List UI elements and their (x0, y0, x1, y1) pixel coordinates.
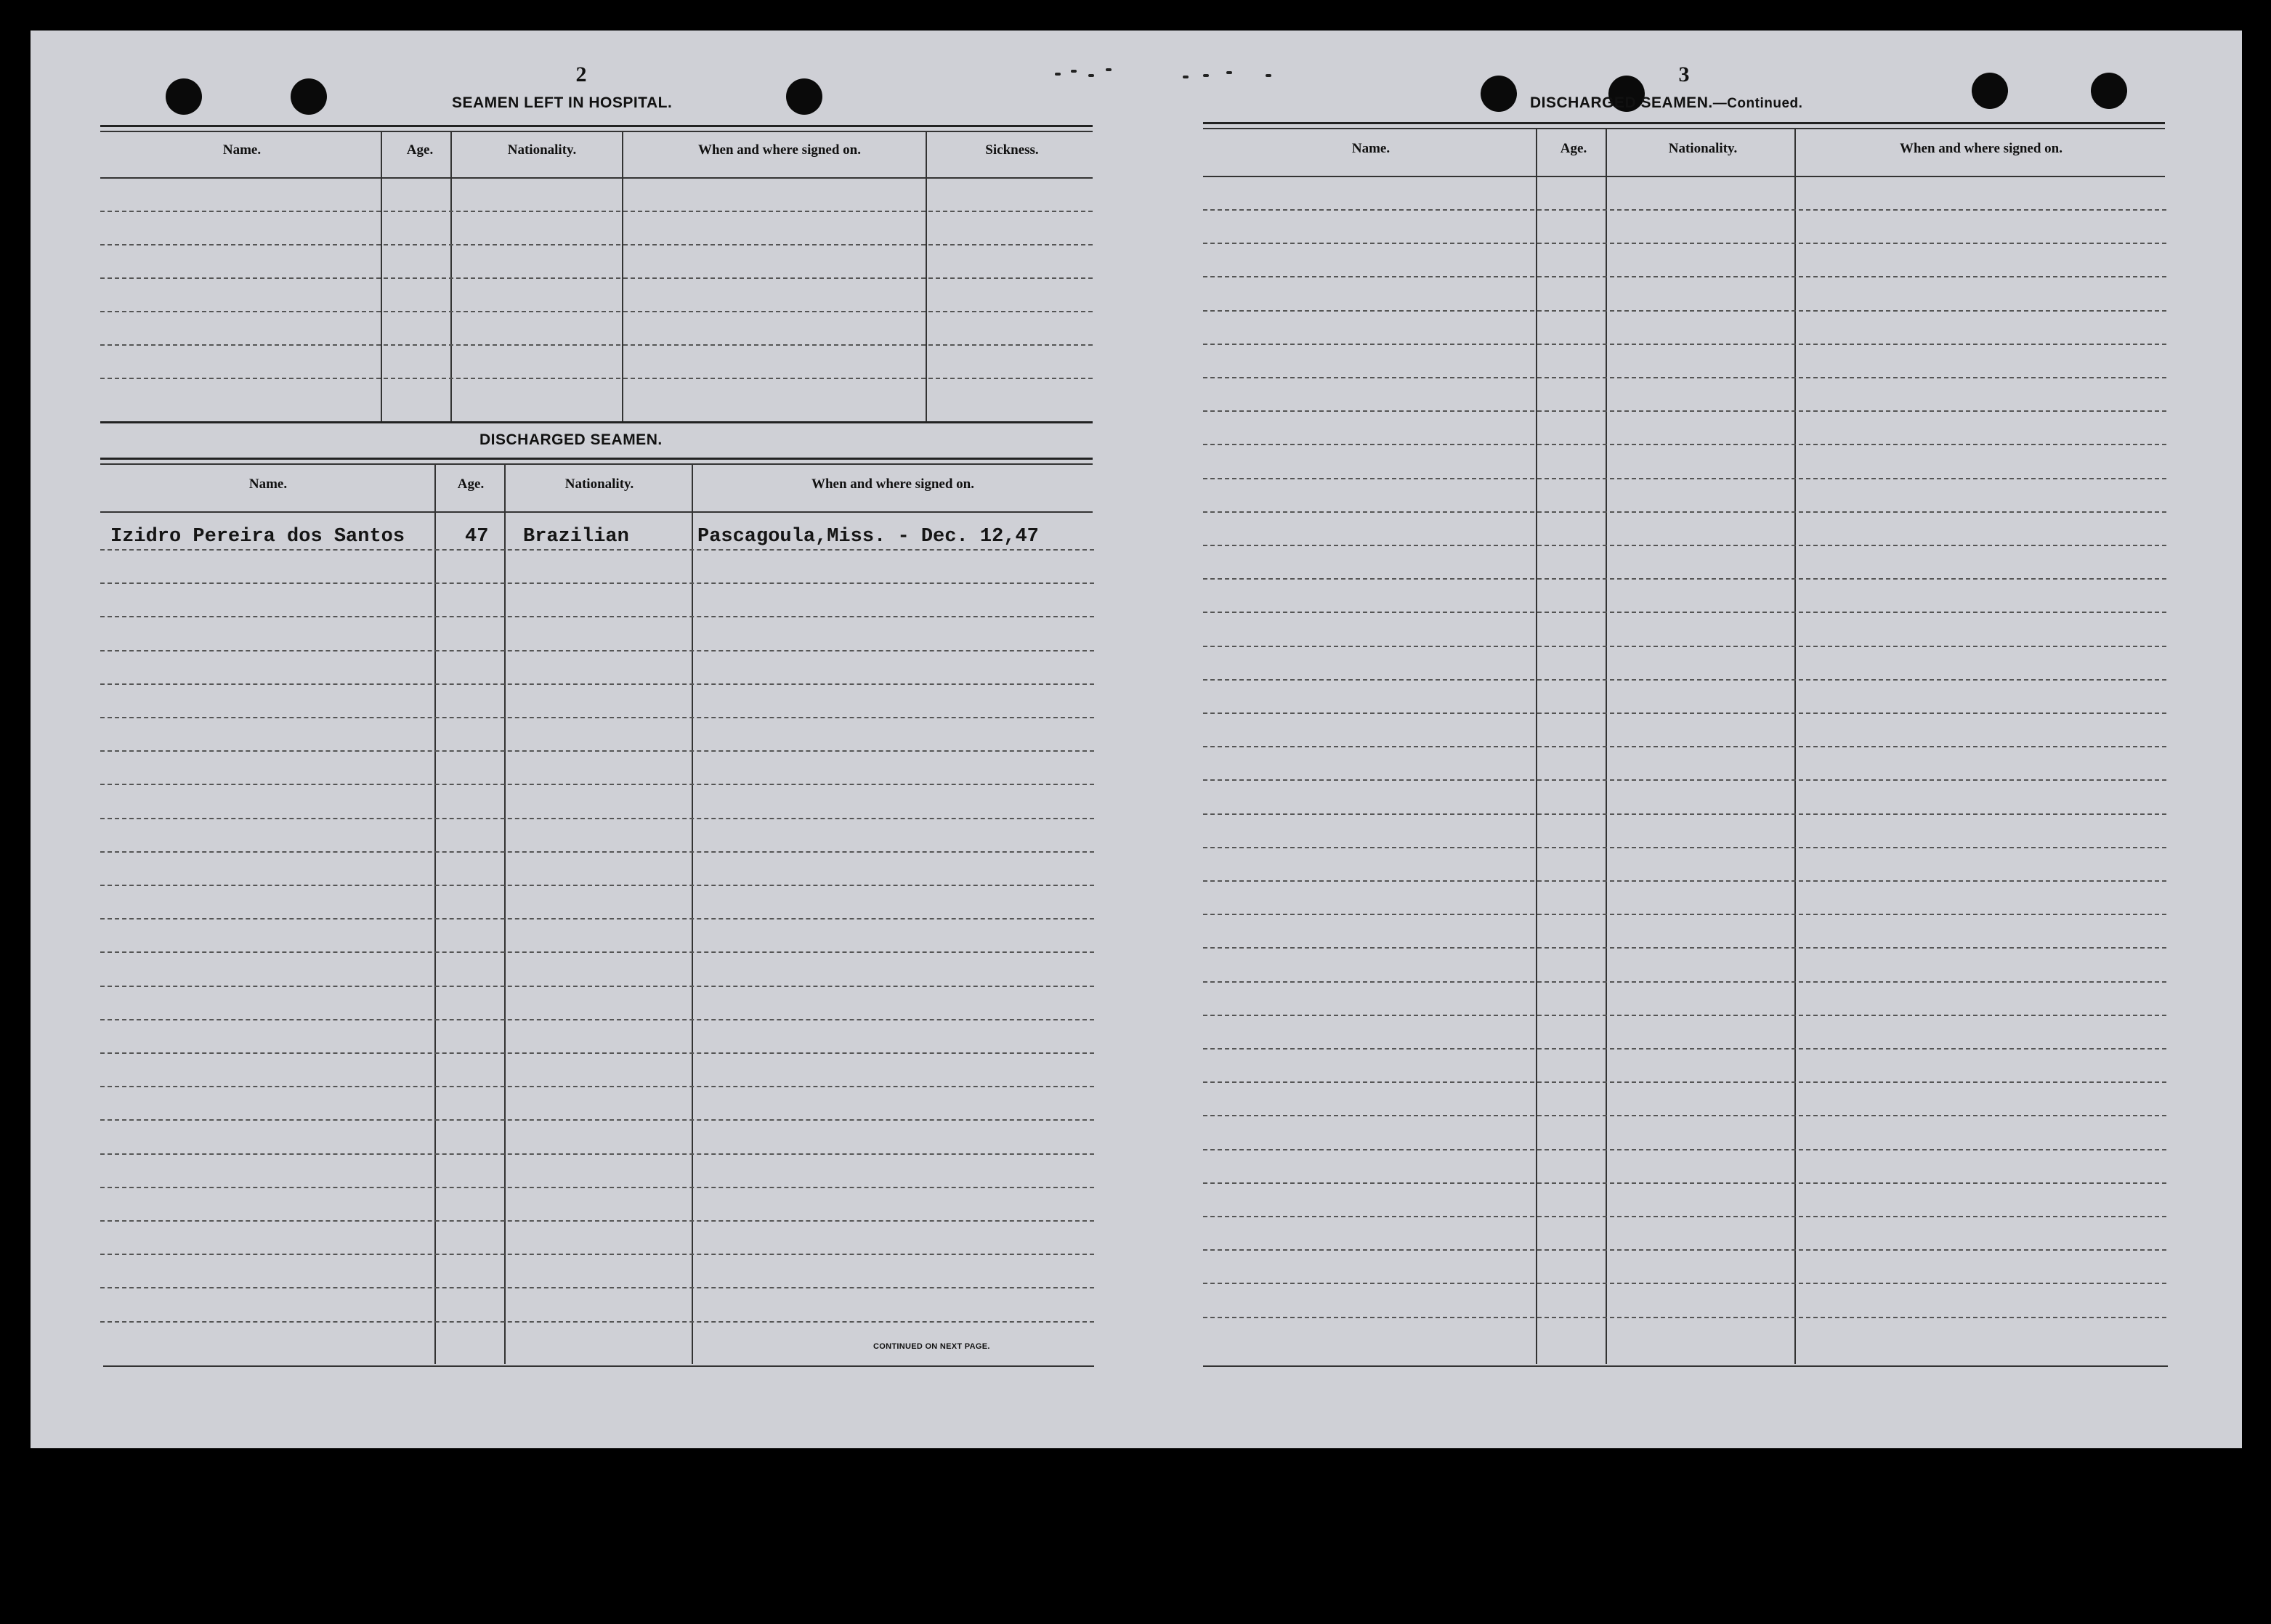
ruled-line (100, 683, 1094, 685)
ruled-line (100, 918, 1094, 919)
ruled-line (100, 277, 1093, 279)
discharged-top-rule (100, 458, 1093, 460)
ruled-line (100, 750, 1094, 752)
discharged-bottom-rule (103, 1365, 1094, 1367)
right-section-title (1530, 94, 1802, 112)
discharged-top-rule-2 (100, 463, 1093, 465)
ruled-line (100, 1086, 1094, 1087)
ruled-line (1203, 712, 2166, 714)
ruled-line (1203, 1048, 2166, 1049)
hospital-section-title: SEAMEN LEFT IN HOSPITAL. (452, 94, 673, 111)
hospital-header-rule (100, 177, 1093, 179)
right-top-rule (1203, 122, 2165, 124)
punch-hole (786, 78, 822, 115)
ruled-line (1203, 1115, 2166, 1116)
right-section-title-suffix: —Continued. (1712, 96, 1803, 111)
ruled-line (100, 784, 1094, 785)
ruled-line (100, 717, 1094, 718)
ruled-line (100, 1153, 1094, 1155)
discharged-divider (434, 465, 436, 1364)
punch-hole (2091, 73, 2127, 109)
ruled-line (1203, 847, 2166, 848)
entry-signed-on: Pascagoula,Miss. - Dec. 12,47 (697, 526, 1039, 548)
ruled-line (1203, 746, 2166, 747)
ruled-line (1203, 981, 2166, 983)
hospital-top-rule (100, 125, 1093, 127)
ruled-line (1203, 947, 2166, 949)
ruled-line (100, 211, 1093, 212)
right-col-name: Name. (1351, 141, 1390, 156)
discharged-divider (504, 465, 506, 1364)
ruled-line (1203, 310, 2166, 312)
ruled-line (1203, 209, 2166, 211)
hospital-col-sickness: Sickness. (985, 142, 1039, 158)
ruled-line (100, 1019, 1094, 1020)
ruled-line (1203, 914, 2166, 915)
punch-hole (1972, 73, 2008, 109)
discharged-header-rule (100, 511, 1093, 513)
ruled-line (1203, 243, 2166, 244)
continued-note: CONTINUED ON NEXT PAGE. (873, 1342, 990, 1351)
punch-hole (166, 78, 202, 115)
ruled-line (100, 1187, 1094, 1188)
ruled-line (100, 311, 1093, 312)
discharged-col-name: Name. (248, 476, 288, 492)
ruled-line (100, 378, 1093, 379)
ruled-line (100, 344, 1093, 346)
right-col-nationality: Nationality. (1668, 141, 1738, 156)
ruled-line (100, 1052, 1094, 1054)
ruled-line (1203, 646, 2166, 647)
hospital-col-name: Name. (222, 142, 262, 158)
ruled-line (1203, 1015, 2166, 1016)
hospital-col-signed-on: When and where signed on. (697, 142, 861, 158)
right-top-rule-2 (1203, 128, 2165, 129)
discharged-divider (692, 465, 693, 1364)
right-section-title-text: DISCHARGED SEAMEN. (1530, 94, 1713, 111)
ruled-line (100, 1287, 1094, 1288)
ruled-line (100, 616, 1094, 617)
right-col-age: Age. (1560, 141, 1587, 156)
entry-nationality: Brazilian (523, 526, 629, 548)
punch-hole (291, 78, 327, 115)
discharged-section-title: DISCHARGED SEAMEN. (479, 431, 663, 448)
page-number-left: 2 (575, 62, 587, 86)
ruled-line (1203, 1081, 2166, 1083)
hospital-col-age: Age. (406, 142, 434, 158)
ruled-line (100, 650, 1094, 651)
ruled-line (1203, 377, 2166, 378)
ruled-line (1203, 813, 2166, 815)
entry-age: 47 (465, 526, 489, 548)
ruled-line (1203, 578, 2166, 580)
ruled-line (100, 851, 1094, 853)
discharged-col-signed-on: When and where signed on. (811, 476, 974, 492)
ruled-line (100, 951, 1094, 953)
ruled-line (1203, 545, 2166, 546)
ruled-line (100, 1254, 1094, 1255)
punch-hole (1481, 76, 1517, 112)
ruled-line (1203, 410, 2166, 412)
ruled-line (1203, 276, 2166, 277)
ruled-line (100, 818, 1094, 819)
right-bottom-rule (1203, 1365, 2168, 1367)
ruled-line (1203, 779, 2166, 781)
ruled-line (1203, 1317, 2166, 1318)
document-sheet (31, 31, 2242, 1448)
entry-name: Izidro Pereira dos Santos (110, 526, 405, 548)
discharged-col-nationality: Nationality. (564, 476, 634, 492)
ruled-line (1203, 1182, 2166, 1184)
ruled-line (100, 1220, 1094, 1222)
ruled-line (1203, 478, 2166, 479)
ruled-line (1203, 612, 2166, 613)
right-header-rule (1203, 176, 2165, 177)
ruled-line (1203, 1283, 2166, 1284)
ruled-line (1203, 1149, 2166, 1150)
ruled-line (1203, 880, 2166, 882)
ruled-line (100, 244, 1093, 245)
page-number-right: 3 (1678, 62, 1690, 86)
ruled-line (1203, 511, 2166, 513)
ruled-line (100, 1321, 1094, 1323)
ruled-line (1203, 444, 2166, 445)
ruled-line (100, 885, 1094, 886)
hospital-top-rule-2 (100, 131, 1093, 132)
ruled-line (1203, 1249, 2166, 1251)
discharged-col-age: Age. (457, 476, 485, 492)
ruled-line (1203, 1216, 2166, 1217)
hospital-bottom-rule (100, 421, 1093, 423)
ruled-line (1203, 679, 2166, 681)
scan-artifacts (1055, 65, 1287, 87)
ruled-line (100, 986, 1094, 987)
ruled-line (100, 1119, 1094, 1121)
right-col-signed-on: When and where signed on. (1899, 141, 2062, 156)
ruled-line (100, 549, 1094, 551)
ruled-line (1203, 344, 2166, 345)
hospital-col-nationality: Nationality. (507, 142, 577, 158)
ruled-line (100, 582, 1094, 584)
